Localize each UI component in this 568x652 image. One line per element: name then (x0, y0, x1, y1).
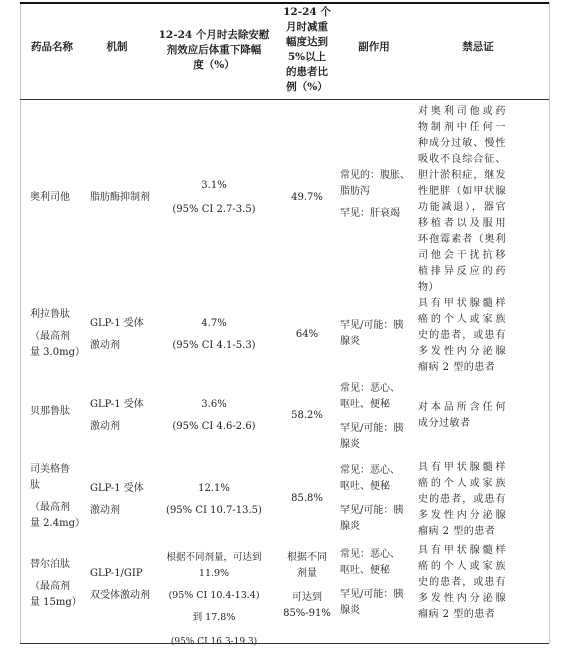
row-semaglutide-contraindications: 具有甲状腺髓样 癌的个人或家族 史的患者，或患有 多发性内分泌腺 瘤病 2 型的患者 (418, 462, 506, 537)
row-semaglutide-responders: 85.8% (291, 493, 323, 504)
row-liraglutide-contraindications: 具有甲状腺髓样 癌的个人或家族 史的患者，或患有 多发性内分泌腺 瘤病 2 型的患者 (418, 298, 506, 373)
row-tirzepatide-mechanism: GLP-1/GIP 双受体激动剂 (90, 568, 150, 601)
header-side-effects: 副作用 (358, 41, 390, 53)
row-liraglutide-side-effects: 罕见/可能：胰 腺炎 (340, 320, 404, 347)
row-semaglutide-weight-loss: 12.1% (95% CI 10.7-13.5) (166, 483, 262, 516)
header-responders: 12-24 个 月时减重 幅度达到 5%以上 的患者比 例（%） (283, 6, 331, 93)
table-top-rule (20, 2, 549, 4)
row-liraglutide-responders: 64% (295, 329, 319, 340)
row-tirzepatide-contraindications: 具有甲状腺髓样 癌的个人或家族 史的患者，或患有 多发性内分泌腺 瘤病 2 型的患者 (418, 545, 506, 620)
row-liraglutide-name: 利拉鲁肽 （最高剂 量 3.0mg） (30, 309, 85, 358)
row-tirzepatide-side-effects: 常见：恶心、 呕吐、便秘 罕见/可能：胰 腺炎 (340, 549, 404, 616)
table-bottom-rule (20, 643, 549, 644)
row-beinaglutide-name: 贝那鲁肽 (30, 406, 70, 417)
row-tirzepatide-weight-loss: 根据不同剂量，可达到 11.9% (95% CI 10.4-13.4) 到 17.8% (95% CI 16.3-19.3) (166, 552, 262, 647)
row-tirzepatide-name: 替尔泊肽 （最高剂 量 15mg） (30, 559, 82, 608)
row-liraglutide-weight-loss: 4.7% (95% CI 4.1-5.3) (172, 318, 256, 351)
row-orlistat-responders: 49.7% (291, 192, 323, 203)
header-rule (20, 99, 549, 100)
row-tirzepatide-responders: 根据不同 剂量 可达到 85%-91% (283, 552, 331, 619)
row-beinaglutide-side-effects: 常见：恶心、 呕吐、便秘 罕见/可能：胰 腺炎 (340, 383, 404, 450)
row-orlistat-side-effects: 常见的：腹胀、 脂肪泻 罕见：肝衰竭 (340, 170, 410, 219)
row-semaglutide-mechanism: GLP-1 受体 激动剂 (90, 483, 144, 516)
row-orlistat-mechanism: 脂肪酶抑制剂 (90, 192, 150, 203)
row-liraglutide-mechanism: GLP-1 受体 激动剂 (90, 318, 144, 351)
row-orlistat-name: 奥利司他 (30, 192, 70, 203)
header-weight-loss: 12-24 个月时去除安慰 剂效应后体重下降幅 度（%） (158, 29, 270, 71)
header-mechanism: 机制 (106, 41, 128, 53)
row-beinaglutide-contraindications: 对本品所含任何 成分过敏者 (418, 402, 506, 429)
header-drug-name: 药品名称 (31, 41, 73, 53)
row-orlistat-weight-loss: 3.1% (95% CI 2.7-3.5) (172, 180, 256, 215)
header-contraindications: 禁忌证 (462, 41, 494, 53)
row-orlistat-contraindications: 对奥利司他或药 物制剂中任何一 种成分过敏、慢性 吸收不良综合征、 胆汁淤积症，继发 性肥胖（如甲状腺 功能减退），器官 移植者以及服用 环孢霉素者（奥利 司他会干扰抗移 植排异反应的药 物） (418, 106, 506, 293)
row-beinaglutide-weight-loss: 3.6% (95% CI 4.6-2.6) (172, 399, 256, 432)
row-semaglutide-side-effects: 常见：恶心、 呕吐、便秘 罕见/可能：胰 腺炎 (340, 465, 404, 532)
row-beinaglutide-mechanism: GLP-1 受体 激动剂 (90, 399, 144, 432)
row-semaglutide-name: 司美格鲁 肽 （最高剂 量 2.4mg） (30, 464, 85, 529)
row-beinaglutide-responders: 58.2% (291, 410, 323, 421)
